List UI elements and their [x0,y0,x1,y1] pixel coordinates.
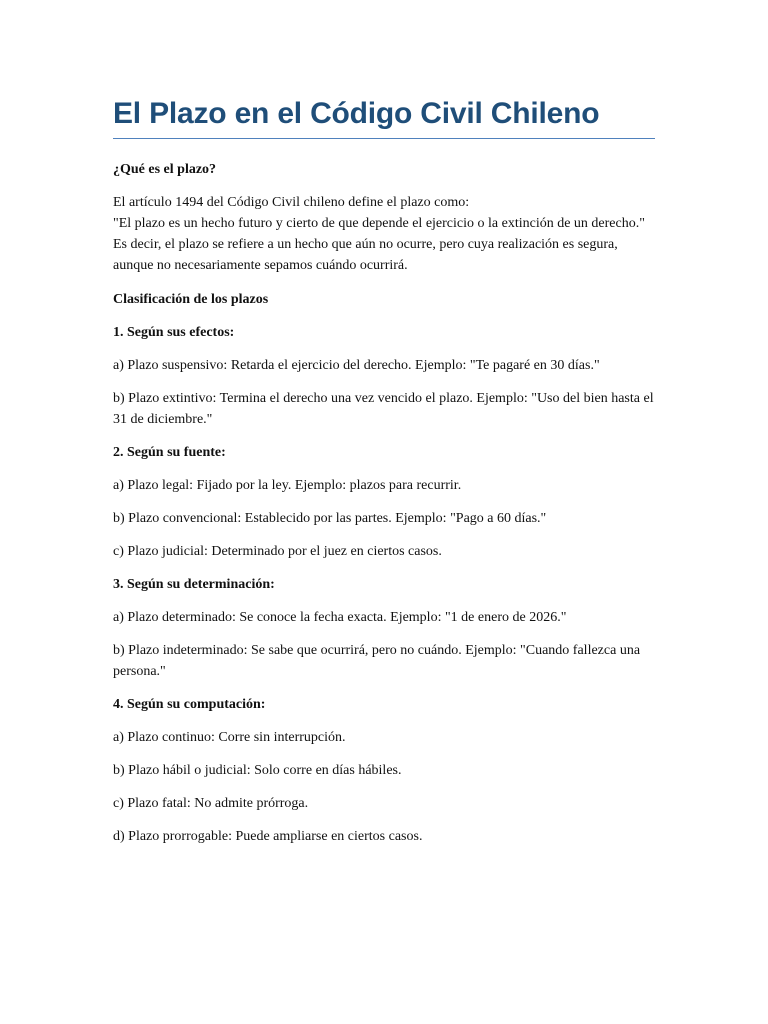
list-item: c) Plazo judicial: Determinado por el juez en ciertos casos. [113,544,442,559]
section-heading: 1. Según sus efectos: [113,325,235,340]
document-body [113,159,655,847]
list-item: d) Plazo prorrogable: Puede ampliarse en ciertos casos. [113,829,423,844]
list-item: a) Plazo determinado: Se conoce la fecha exacta. Ejemplo: "1 de enero de 2026." [113,610,567,625]
section-heading: 3. Según su determinación: [113,577,275,592]
list-item: c) Plazo fatal: No admite prórroga. [113,796,309,811]
section-heading: 4. Según su computación: [113,697,266,712]
list-item: a) Plazo continuo: Corre sin interrupción. [113,730,346,745]
list-item: a) Plazo legal: Fijado por la ley. Ejemplo: plazos para recurrir. [113,478,462,493]
document-page [113,94,655,847]
section-heading: 2. Según su fuente: [113,445,226,460]
intro-line: El artículo 1494 del Código Civil chileno define el plazo como: [113,195,470,210]
classification-heading: Clasificación de los plazos [113,292,269,307]
list-item: b) Plazo convencional: Establecido por las partes. Ejemplo: "Pago a 60 días." [113,511,547,526]
intro-line: Es decir, el plazo se refiere a un hecho que aún no ocurre, pero cuya realización es segura, aunque no necesariamente sepamos cuándo ocurrirá. [113,237,618,273]
section-heading-what-is: ¿Qué es el plazo? [113,162,217,177]
intro-line: "El plazo es un hecho futuro y cierto de que depende el ejercicio o la extinción de un derecho." [113,216,645,231]
list-item: b) Plazo indeterminado: Se sabe que ocurrirá, pero no cuándo. Ejemplo: "Cuando fallezca una persona." [113,643,641,679]
list-item: b) Plazo extintivo: Termina el derecho una vez vencido el plazo. Ejemplo: "Uso del bien hasta el 31 de diciembre." [113,391,654,427]
list-item: b) Plazo hábil o judicial: Solo corre en días hábiles. [113,763,402,778]
page-title: El Plazo en el Código Civil Chileno [113,94,655,139]
intro-paragraph [113,192,655,276]
list-item: a) Plazo suspensivo: Retarda el ejercicio del derecho. Ejemplo: "Te pagaré en 30 días." [113,358,600,373]
